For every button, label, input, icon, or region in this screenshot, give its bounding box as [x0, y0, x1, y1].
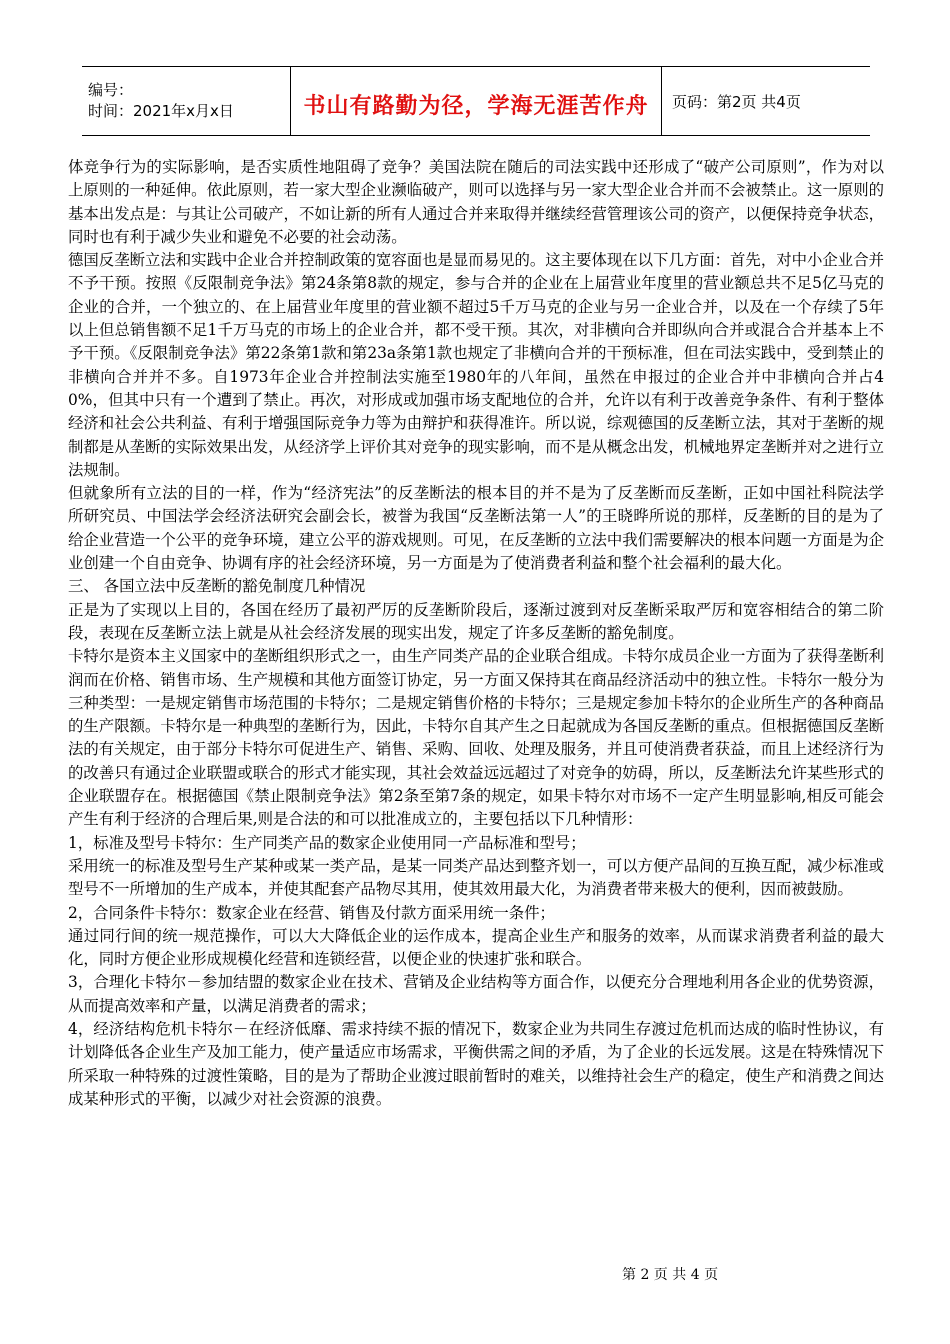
paragraph: 采用统一的标准及型号生产某种或某一类产品，是某一同类产品达到整齐划一，可以方便产品间的互换互配，减少标准或型号不一所增加的生产成本，并使其配套产品物尽其用，使其效用最大化，为消费者带来极大的便利，因而被鼓励。 — [68, 856, 884, 899]
header-time-label: 时间：2021年x月x日 — [88, 102, 234, 120]
list-item: 3，合理化卡特尔－参加结盟的数家企业在技术、营销及企业结构等方面合作，以便充分合理地利用各企业的优势资源，从而提高效率和产量，以满足消费者的需求； — [68, 973, 884, 1015]
header-motto-cell — [291, 67, 662, 136]
page-header — [82, 66, 870, 136]
paragraph: 德国反垄断立法和实践中企业合并控制政策的宽容面也是显而易见的。这主要体现在以下几方面：首先，对中小企业合并不予干预。按照《反限制竞争法》第24条第8款的规定，参与合并的企业在上届营业年度里的营业额总共不足5亿马克的企业的合并，一个独立的、在上届营业年度里的营业额不超过5千万马克的企业与另一企业合并，以及在一个存续了5年以上但总销售额不足1千万马克的市场上的企业合并，都不受干预。其次，对非横向合并即纵向合并或混合合并基本上不予干预。《反限制竞争法》第22条第1款和第23a条第1款也规定了非横向合并的干预标准，但在司法实践中，受到禁止的非横向合并并不多。自1973年企业合并控制法实施至1980年的八年间，虽然在申报过的企业合并中非横向合并占40%，但其中只有一个遭到了禁止。再次，对形成或加强市场支配地位的合并，允许以有利于改善竞争条件、有利于整体经济和社会公共利益、有利于增强国际竞争力等为由辩护和获得准许。所以说，综观德国的反垄断立法，其对于垄断的规制都是从垄断的实际效果出发，从经济学上评价其对竞争的现实影响，而不是从概念出发，机械地界定垄断并对之进行立法规制。 — [68, 251, 884, 479]
page-footer: 第 2 页 共 4 页 — [622, 1267, 719, 1283]
header-motto: 书山有路勤为径，学海无涯苦作舟 — [303, 93, 649, 119]
list-item: 1，标准及型号卡特尔：生产同类产品的数家企业使用同一产品标准和型号； — [68, 833, 586, 852]
paragraph: 但就象所有立法的目的一样，作为“经济宪法”的反垄断法的根本目的并不是为了反垄断而反垄断，正如中国社科院法学所研究员、中国法学会经济法研究会副会长，被誉为我国“反垄断法第一人”的王晓晔所说的那样，反垄断的目的是为了给企业营造一个公平的竞争环境，建立公平的游戏规则。可见，在反垄断的立法中我们需要解决的根本问题一方面是为企业创建一个自由竞争、协调有序的社会经济环境，另一方面是为了使消费者利益和整个社会福利的最大化。 — [68, 484, 884, 573]
paragraph: 卡特尔是资本主义国家中的垄断组织形式之一，由生产同类产品的企业联合组成。卡特尔成员企业一方面为了获得垄断利润而在价格、销售市场、生产规模和其他方面签订协定，另一方面又保持其在商品经济活动中的独立性。卡特尔一般分为三种类型：一是规定销售市场范围的卡特尔；二是规定销售价格的卡特尔；三是规定参加卡特尔的企业所生产的各种商品的生产限额。卡特尔是一种典型的垄断行为，因此，卡特尔自其产生之日起就成为各国反垄断的重点。但根据德国反垄断法的有关规定，由于部分卡特尔可促进生产、销售、采购、回收、处理及服务，并且可使消费者获益，而且上述经济行为的改善只有通过企业联盟或联合的形式才能实现，其社会效益远远超过了对竞争的妨碍，所以，反垄断法允许某些形式的企业联盟存在。根据德国《禁止限制竞争法》第2条至第7条的规定，如果卡特尔对市场不一定产生明显影响,相反可能会产生有利于经济的合理后果,则是合法的和可以批准成立的，主要包括以下几种情形： — [68, 647, 884, 829]
list-item: 4，经济结构危机卡特尔－在经济低靡、需求持续不振的情况下，数家企业为共同生存渡过危机而达成的临时性协议，有计划降低各企业生产及加工能力，使产量适应市场需求，平衡供需之间的矛盾，为了企业的长远发展。这是在特殊情况下所采取一种特殊的过渡性策略，目的是为了帮助企业渡过眼前暂时的难关，以维持社会生产的稳定，使生产和消费之间达成某种形式的平衡，以减少对社会资源的浪费。 — [68, 1019, 884, 1108]
header-page-info: 页码：第2页 共4页 — [672, 92, 801, 111]
list-item: 2，合同条件卡特尔：数家企业在经营、销售及付款方面采用统一条件； — [68, 903, 555, 922]
header-number-label: 编号： — [88, 81, 134, 99]
header-meta-cell — [82, 67, 291, 136]
section-heading: 三、 各国立法中反垄断的豁免制度几种情况 — [68, 577, 366, 596]
document-body — [68, 156, 884, 1111]
header-page-cell — [662, 67, 871, 136]
paragraph: 通过同行间的统一规范操作，可以大大降低企业的运作成本，提高企业生产和服务的效率，从而谋求消费者利益的最大化，同时方便企业形成规模化经营和连锁经营，以便企业的快速扩张和联合。 — [68, 926, 884, 969]
paragraph: 正是为了实现以上目的，各国在经历了最初严厉的反垄断阶段后，逐渐过渡到对反垄断采取严厉和宽容相结合的第二阶段，表现在反垄断立法上就是从社会经济发展的现实出发，规定了许多反垄断的豁免制度。 — [68, 600, 884, 642]
paragraph: 体竞争行为的实际影响，是否实质性地阻碍了竞争？美国法院在随后的司法实践中还形成了“破产公司原则”，作为对以上原则的一种延伸。依此原则，若一家大型企业濒临破产，则可以选择与另一家大型企业合并而不会被禁止。这一原则的基本出发点是：与其让公司破产，不如让新的所有人通过合并来取得并继续经营管理该公司的资产，以便保持竞争状态，同时也有利于减少失业和避免不必要的社会动荡。 — [68, 158, 884, 246]
